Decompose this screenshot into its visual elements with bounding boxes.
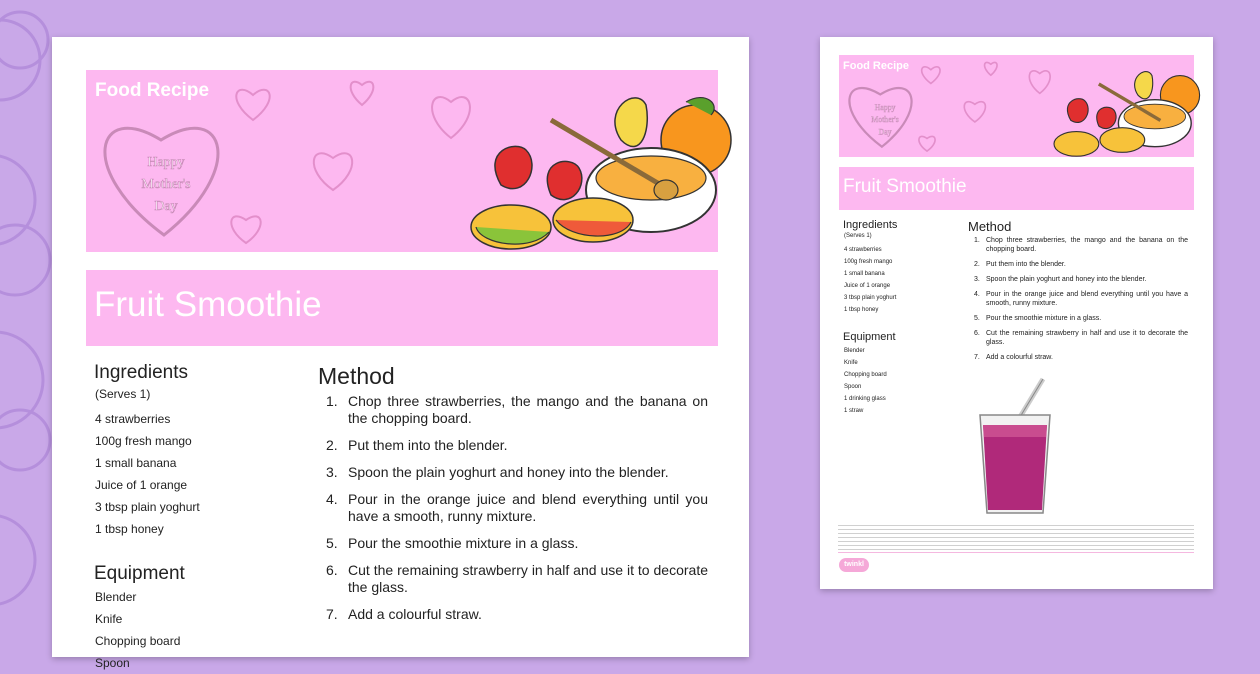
ingredient-item-small: Juice of 1 orange (844, 283, 891, 289)
heart-happy-mothers-day-text (116, 148, 216, 224)
method-step: Add a colourful straw. (348, 606, 482, 622)
title-bar (86, 270, 718, 346)
ingredients-heading: Ingredients (94, 362, 189, 383)
ingredient-item-small: 1 small banana (844, 271, 885, 277)
equipment-item-small: Knife (844, 360, 858, 366)
ingredients-serves: (Serves 1) (95, 387, 151, 401)
recipe-title: Fruit Smoothie (94, 285, 322, 324)
ingredient-item: 4 strawberries (95, 412, 171, 426)
method-steps (348, 393, 708, 633)
banner-label: Food Recipe (95, 80, 210, 101)
title-bar-small (839, 167, 1194, 210)
equipment-item-small: 1 straw (844, 408, 864, 414)
method-steps-small (986, 236, 1188, 368)
equipment-list (95, 586, 180, 674)
ingredients-heading-small: Ingredients (843, 219, 898, 231)
method-step-small: Chop three strawberries, the mango and the banana on the chopping board. (986, 237, 1188, 253)
fruit-illustration (471, 90, 721, 250)
banner-label-small: Food Recipe (843, 60, 910, 72)
ingredient-item: Juice of 1 orange (95, 478, 188, 492)
equipment-item: Spoon (95, 656, 130, 670)
ingredients-list (95, 408, 200, 540)
method-step-small: Cut the remaining strawberry in half and use it to decorate the glass. (986, 330, 1188, 346)
method-step: Pour the smoothie mixture in a glass. (348, 535, 579, 551)
heart-text-line-2: Mother's (141, 177, 191, 192)
recipe-title-small: Fruit Smoothie (843, 176, 967, 197)
ingredients-serves-small: (Serves 1) (844, 233, 872, 239)
ingredient-item: 3 tbsp plain yoghurt (95, 500, 200, 514)
disclaimer-text (838, 524, 1194, 550)
equipment-item-small: Spoon (844, 384, 862, 390)
heart-happy-mothers-day-text-small (857, 99, 913, 143)
heart-text-line-2-small: Mother's (871, 115, 899, 125)
method-step-small: Put them into the blender. (986, 261, 1066, 268)
heart-text-line-1: Happy (147, 155, 185, 170)
smoothie-glass-illustration (975, 377, 1055, 517)
recipe-banner (86, 70, 718, 252)
recipe-page-small (820, 37, 1213, 589)
equipment-item-small: 1 drinking glass (844, 396, 886, 402)
ingredient-item-small: 1 tbsp honey (844, 307, 879, 313)
ingredient-item: 1 small banana (95, 456, 177, 470)
recipe-banner-small (839, 55, 1194, 157)
method-step: Pour in the orange juice and blend everything until you have a smooth, runny mixture. (348, 491, 708, 524)
ingredient-item: 1 tbsp honey (95, 522, 164, 536)
method-step-small: Pour in the orange juice and blend everything until you have a smooth, runny mixture. (986, 291, 1188, 307)
method-heading-small: Method (968, 219, 1012, 234)
heart-text-line-3: Day (154, 199, 178, 214)
equipment-heading: Equipment (94, 563, 185, 584)
ingredients-list-small (844, 244, 896, 316)
fruit-illustration-small (1054, 67, 1194, 157)
equipment-item: Blender (95, 590, 137, 604)
ingredient-item-small: 3 tbsp plain yoghurt (844, 295, 897, 301)
method-step: Chop three strawberries, the mango and the banana on the chopping board. (348, 393, 708, 426)
method-step-small: Pour the smoothie mixture in a glass. (986, 315, 1102, 322)
method-step-small: Spoon the plain yoghurt and honey into the blender. (986, 276, 1147, 283)
equipment-item-small: Blender (844, 348, 865, 354)
ingredient-item: 100g fresh mango (95, 434, 192, 448)
equipment-item: Chopping board (95, 634, 181, 648)
heart-text-line-3-small: Day (878, 127, 892, 137)
twinkl-logo: twinkl (839, 558, 869, 572)
heart-text-line-1-small: Happy (874, 102, 896, 112)
ingredient-item-small: 100g fresh mango (844, 259, 893, 265)
equipment-item-small: Chopping board (844, 372, 887, 378)
equipment-item: Knife (95, 612, 123, 626)
footer-divider (838, 552, 1194, 553)
equipment-list-small (844, 345, 887, 417)
ingredient-item-small: 4 strawberries (844, 247, 882, 253)
method-step: Put them into the blender. (348, 437, 508, 453)
method-heading: Method (318, 363, 395, 389)
method-step: Spoon the plain yoghurt and honey into the blender. (348, 464, 669, 480)
method-step: Cut the remaining strawberry in half and use it to decorate the glass. (348, 562, 708, 595)
method-step-small: Add a colourful straw. (986, 354, 1053, 361)
recipe-page-large (52, 37, 749, 670)
equipment-heading-small: Equipment (843, 331, 896, 343)
